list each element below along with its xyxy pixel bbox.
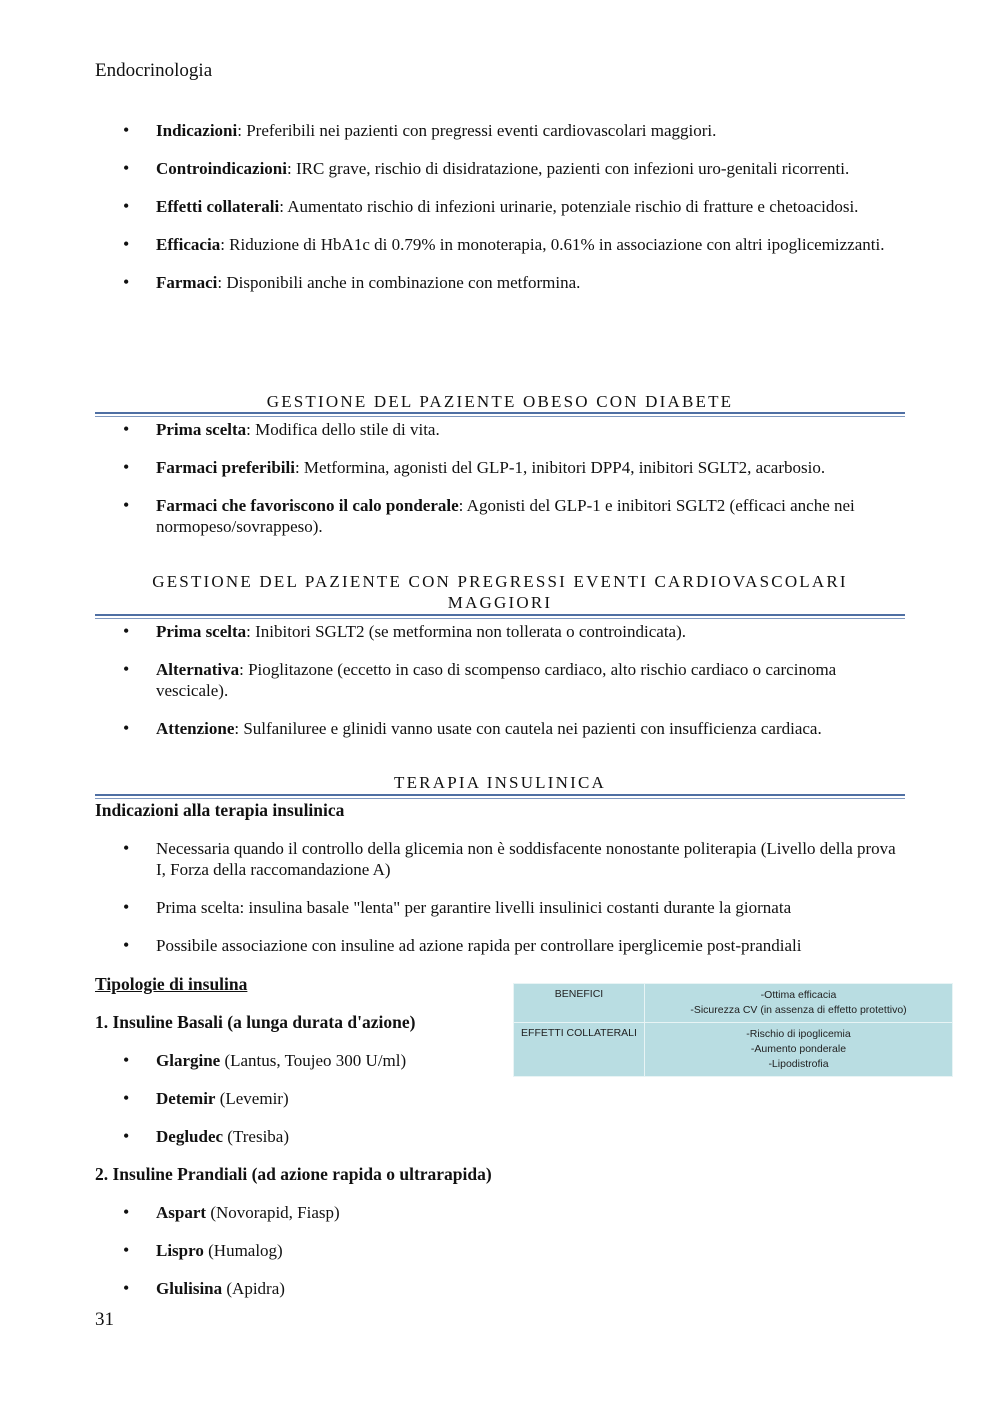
intro-list (95, 120, 905, 293)
table-cell-line: -Ottima efficacia (760, 989, 837, 1001)
basal-list (95, 1050, 515, 1147)
list-item: • Controindicazioni: IRC grave, rischio di disidratazione, pazienti con infezioni uro-genitali ricorrenti. (95, 158, 905, 179)
cv-list (95, 621, 905, 739)
table-cell-line: -Sicurezza CV (in assenza di effetto protettivo) (690, 1004, 907, 1016)
section-heading-cv (95, 571, 905, 613)
table-cell-value (645, 1023, 953, 1077)
section-divider (95, 412, 905, 417)
types-title: Tipologie di insulina (95, 974, 248, 994)
list-item: • Lispro (Humalog) (95, 1240, 515, 1261)
indications-list (95, 838, 905, 956)
table-cell-line: -Aumento ponderale (750, 1043, 847, 1055)
list-item: • Alternativa: Pioglitazone (eccetto in caso di scompenso cardiaco, alto rischio cardiaco o carcinoma vescicale). (95, 659, 905, 701)
list-item: • Farmaci preferibili: Metformina, agonisti del GLP-1, inibitori DPP4, inibitori SGLT2, acarbosio. (95, 457, 905, 478)
list-item: • Attenzione: Sulfaniluree e glinidi vanno usate con cautela nei pazienti con insufficienza cardiaca. (95, 718, 905, 739)
list-item: • Prima scelta: insulina basale "lenta" per garantire livelli insulinici costanti durante la giornata (95, 897, 905, 918)
section-divider (95, 794, 905, 799)
insulin-summary-table (513, 983, 953, 1077)
list-item: • Possibile associazione con insuline ad azione rapida per controllare iperglicemie post-prandiali (95, 935, 905, 956)
table-row (514, 1023, 953, 1077)
list-item: • Detemir (Levemir) (95, 1088, 515, 1109)
indications-title: Indicazioni alla terapia insulinica (95, 800, 345, 820)
list-item: • Glulisina (Apidra) (95, 1278, 515, 1299)
section-heading-line: MAGGIORI (447, 593, 553, 612)
running-header: Endocrinologia (95, 60, 213, 81)
list-item: • Indicazioni: Preferibili nei pazienti con pregressi eventi cardiovascolari maggiori. (95, 120, 905, 141)
list-item: • Aspart (Novorapid, Fiasp) (95, 1202, 515, 1223)
obese-list (95, 419, 905, 537)
list-item: • Degludec (Tresiba) (95, 1126, 515, 1147)
table-cell-label: EFFETTI COLLATERALI (514, 1023, 645, 1077)
table-cell-line: -Lipodistrofia (768, 1058, 829, 1070)
section-heading-obese: GESTIONE DEL PAZIENTE OBESO CON DIABETE (266, 392, 734, 411)
page-number: 31 (95, 1309, 114, 1330)
section-heading-insulin: TERAPIA INSULINICA (394, 773, 606, 792)
section-heading-line: GESTIONE DEL PAZIENTE CON PREGRESSI EVENTI CARDIOVASCOLARI (152, 572, 848, 591)
prandial-list (95, 1202, 515, 1299)
prandial-title: 2. Insuline Prandiali (ad azione rapida o ultrarapida) (95, 1164, 492, 1184)
list-item: • Prima scelta: Inibitori SGLT2 (se metformina non tollerata o controindicata). (95, 621, 905, 642)
list-item: • Farmaci: Disponibili anche in combinazione con metformina. (95, 272, 905, 293)
table-cell-value (645, 984, 953, 1023)
table-cell-line: -Rischio di ipoglicemia (746, 1028, 851, 1040)
basal-title: 1. Insuline Basali (a lunga durata d'azione) (95, 1012, 416, 1032)
table-cell-label: BENEFICI (514, 984, 645, 1023)
list-item: • Prima scelta: Modifica dello stile di vita. (95, 419, 905, 440)
section-divider (95, 614, 905, 619)
list-item: • Efficacia: Riduzione di HbA1c di 0.79% in monoterapia, 0.61% in associazione con altri ipoglicemizzanti. (95, 234, 905, 255)
list-item: • Glargine (Lantus, Toujeo 300 U/ml) (95, 1050, 515, 1071)
list-item: • Necessaria quando il controllo della glicemia non è soddisfacente nonostante politerapia (Livello della prova I, Forza della raccomandazione A) (95, 838, 905, 880)
list-item: • Effetti collaterali: Aumentato rischio di infezioni urinarie, potenziale rischio di fratture e chetoacidosi. (95, 196, 905, 217)
list-item: • Farmaci che favoriscono il calo ponderale: Agonisti del GLP-1 e inibitori SGLT2 (efficaci anche nei normopeso/sovrappeso). (95, 495, 905, 537)
table-row (514, 984, 953, 1023)
